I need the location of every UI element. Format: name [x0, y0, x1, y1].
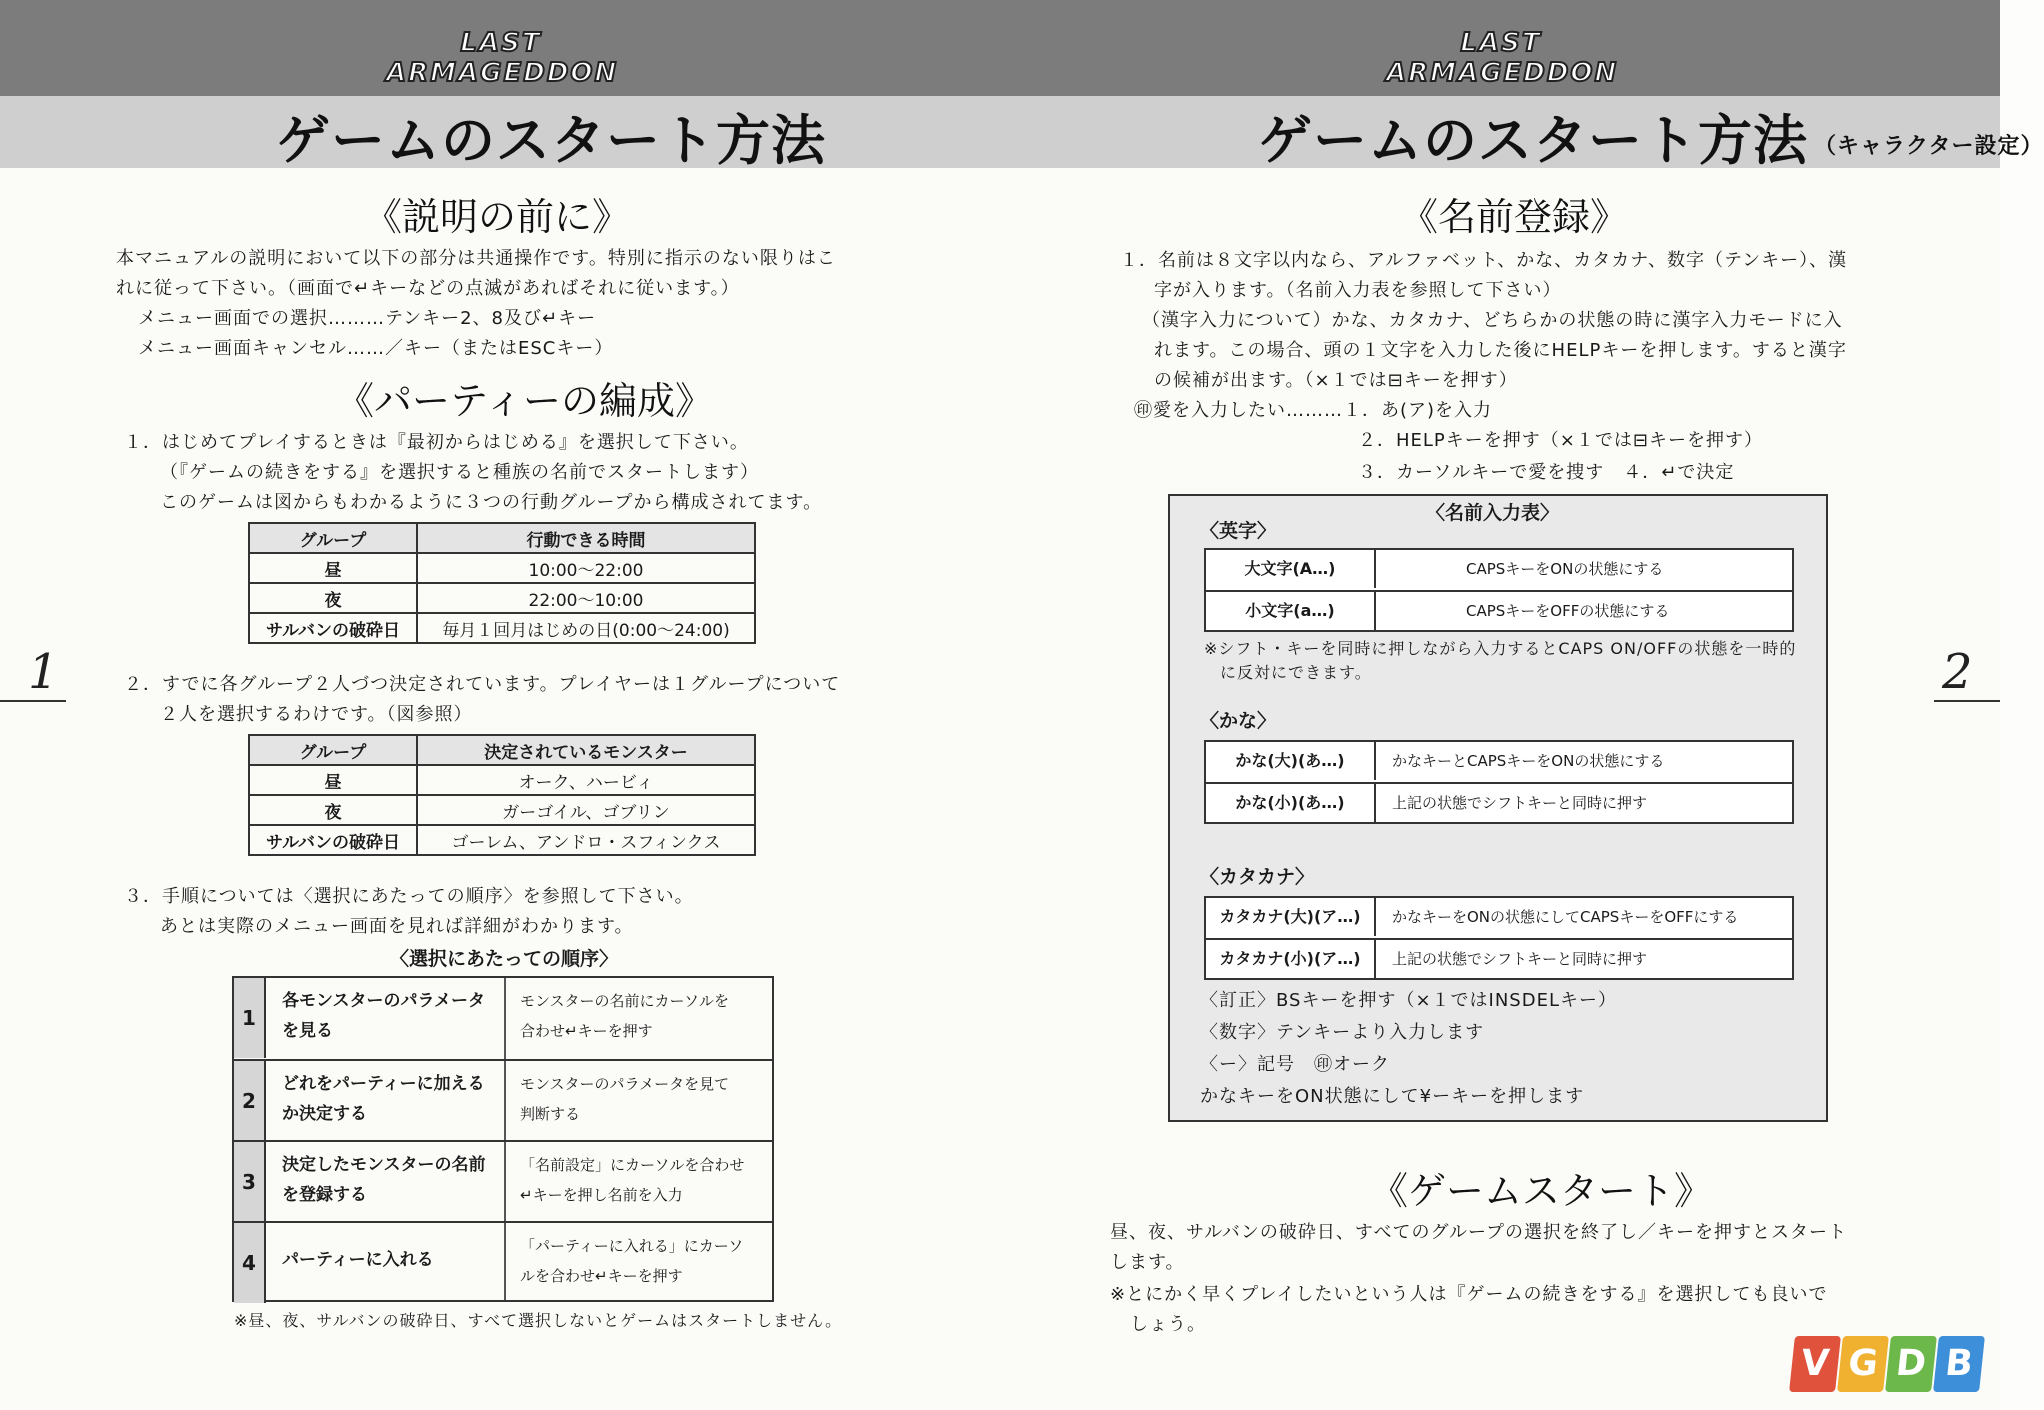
table-row [1206, 590, 1792, 630]
intro-line-4: メニュー画面キャンセル……／キー（またはESCキー） [138, 338, 614, 359]
table-row [249, 825, 755, 855]
game-logo [386, 4, 619, 96]
step-desc-line: ↵キーを押し名前を入力 [520, 1186, 683, 1204]
kana-label: 〈かな〉 [1200, 710, 1277, 732]
table-header: グループ [249, 523, 417, 553]
game-start-line-3: ※とにかく早くプレイしたいという人は『ゲームの続きをする』を選択しても良いで [1110, 1284, 1828, 1305]
step-desc-line: モンスターの名前にカーソルを [520, 992, 729, 1010]
table-cell: CAPSキーをONの状態にする [1466, 560, 1664, 578]
table-cell: かなキーとCAPSキーをONの状態にする [1392, 752, 1665, 770]
table-cell: カタカナ(小)(ア…) [1206, 940, 1376, 978]
table-cell: 夜 [249, 795, 417, 825]
shift-note-line-1: ※シフト・キーを同時に押しながら入力するとCAPS ON/OFFの状態を一時的 [1204, 639, 1797, 658]
number-line: 〈数字〉テンキーより入力します [1200, 1022, 1485, 1043]
table-cell: かなキーをONの状態にしてCAPSキーをOFFにする [1392, 908, 1739, 926]
game-start-line-1: 昼、夜、サルバンの破砕日、すべてのグループの選択を終了し／キーを押すとスタート [1110, 1222, 1848, 1243]
watermark-letter: B [1933, 1336, 1985, 1392]
table-cell: 10:00〜22:00 [417, 553, 755, 583]
step-title-line: 各モンスターのパラメータ [282, 991, 485, 1011]
table-header: 行動できる時間 [417, 523, 755, 553]
step-row [234, 1140, 772, 1220]
page-number-rule [1934, 700, 2000, 702]
watermark-letter: G [1837, 1336, 1889, 1392]
name-line-1: １．名前は８文字以内なら、アルファベット、かな、カタカナ、数字（テンキー）、漢 [1120, 250, 1848, 271]
table-header-row [249, 735, 755, 765]
name-line-2: 字が入ります。（名前入力表を参照して下さい） [1154, 280, 1562, 301]
table-row [1206, 742, 1792, 782]
table-cell: 上記の状態でシフトキーと同時に押す [1392, 794, 1648, 812]
group-monster-table [248, 734, 756, 856]
symbol-instruction-line: かなキーをON状態にして¥ーキーを押します [1200, 1086, 1585, 1107]
page-title [1258, 98, 2044, 175]
game-logo [1386, 4, 1619, 96]
step-number: 3 [234, 1142, 266, 1222]
table-cell: かな(大)(あ…) [1206, 742, 1376, 780]
game-start-line-2: します。 [1110, 1252, 1185, 1273]
table-cell: サルバンの破砕日 [249, 825, 417, 855]
english-table [1204, 548, 1794, 632]
table-cell: 小文字(a…) [1206, 592, 1376, 630]
table-row [249, 553, 755, 583]
step-row [234, 1059, 772, 1139]
table-header: 決定されているモンスター [417, 735, 755, 765]
page-number: 1 [28, 644, 59, 700]
step-title-line: か決定する [282, 1104, 367, 1124]
step-number: 4 [234, 1223, 266, 1303]
name-table-title: 〈名前入力表〉 [1426, 502, 1560, 524]
step-desc-line: モンスターのパラメータを見て [520, 1075, 730, 1093]
step-title [282, 1150, 502, 1210]
step-desc-line: ルを合わせ↵キーを押す [520, 1267, 683, 1285]
step-description [520, 1231, 780, 1291]
party-item3-line-2: あとは実際のメニュー画面を見れば詳細がわかります。 [160, 916, 634, 937]
step-title-line: パーティーに入れる [282, 1250, 434, 1270]
step-title [282, 1069, 502, 1129]
step-title-line: を登録する [282, 1185, 367, 1205]
name-line-7: ２．HELPキーを押す（×１では⊟キーを押す） [1358, 430, 1763, 451]
table-cell: オーク、ハービィ [417, 765, 755, 795]
table-cell: 上記の状態でシフトキーと同時に押す [1392, 950, 1648, 968]
table-cell: カタカナ(大)(ア…) [1206, 898, 1376, 936]
logo-text: LAST ARMAGEDDON [1386, 28, 1619, 88]
name-input-table [1168, 494, 1828, 1122]
katakana-label: 〈カタカナ〉 [1200, 866, 1315, 888]
name-line-3: （漢字入力について）かな、カタカナ、どちらかの状態の時に漢字入力モードに入 [1142, 310, 1843, 331]
party-item3-line-1: ３．手順については〈選択にあたっての順序〉を参照して下さい。 [124, 886, 694, 907]
table-row [249, 583, 755, 613]
page-title-text: ゲームのスタート方法 [1258, 108, 1808, 172]
step-title-line: を見る [282, 1021, 333, 1041]
selection-steps-table [232, 976, 774, 1302]
steps-heading: 〈選択にあたっての順序〉 [390, 948, 619, 970]
table-header: グループ [249, 735, 417, 765]
english-label: 〈英字〉 [1200, 520, 1277, 542]
logo-text: LAST ARMAGEDDON [386, 28, 619, 88]
party-item1-line-1: １．はじめてプレイするときは『最初からはじめる』を選択して下さい。 [124, 432, 749, 453]
page-subtitle: （キャラクター設定） [1814, 133, 2044, 160]
group-time-table [248, 522, 756, 644]
symbol-line: 〈ー〉記号 ㊞オーク [1200, 1054, 1390, 1075]
name-line-6: ㊞愛を入力したい………１．あ(ア)を入力 [1134, 400, 1493, 421]
step-row [234, 1221, 772, 1301]
name-line-5: の候補が出ます。（×１では⊟キーを押す） [1154, 370, 1518, 391]
step-desc-line: 「パーティーに入れる」にカーソ [520, 1237, 744, 1255]
table-cell: 昼 [249, 553, 417, 583]
table-row [249, 613, 755, 643]
table-row [249, 795, 755, 825]
step-description [520, 1069, 780, 1129]
step-title [282, 1245, 502, 1275]
table-cell: 22:00〜10:00 [417, 583, 755, 613]
table-cell: サルバンの破砕日 [249, 613, 417, 643]
party-item1-line-3: このゲームは図からもわかるように３つの行動グループから構成されてます。 [160, 492, 823, 513]
katakana-table [1204, 896, 1794, 980]
intro-line-2: れに従って下さい。（画面で↵キーなどの点滅があればそれに従います。） [116, 278, 740, 299]
step-number: 1 [234, 978, 266, 1058]
table-row [1206, 938, 1792, 978]
watermark-letter: D [1885, 1336, 1937, 1392]
shift-note-line-2: に反対にできます。 [1220, 663, 1372, 682]
name-line-4: れます。この場合、頭の１文字を入力した後にHELPキーを押します。すると漢字 [1154, 340, 1847, 361]
name-registration-heading: 《名前登録》 [1400, 195, 1629, 239]
correction-line: 〈訂正〉BSキーを押す（×１ではINSDELキー） [1200, 990, 1617, 1011]
step-description [520, 1150, 780, 1210]
party-heading: 《パーティーの編成》 [336, 379, 713, 423]
table-cell: 昼 [249, 765, 417, 795]
party-item1-line-2: （『ゲームの続きをする』を選択すると種族の名前でスタートします） [160, 462, 759, 483]
table-cell: CAPSキーをOFFの状態にする [1466, 602, 1670, 620]
game-start-heading: 《ゲームスタート》 [1370, 1169, 1713, 1213]
table-cell: 夜 [249, 583, 417, 613]
table-cell: ガーゴイル、ゴブリン [417, 795, 755, 825]
table-row [1206, 782, 1792, 822]
intro-line-1: 本マニュアルの説明において以下の部分は共通操作です。特別に指示のない限りはこ [116, 248, 836, 269]
page-title: ゲームのスタート方法 [276, 108, 826, 172]
party-item2-line-2: ２人を選択するわけです。（図参照） [160, 704, 473, 725]
table-cell: かな(小)(あ…) [1206, 784, 1376, 822]
table-row [1206, 550, 1792, 590]
table-header-row [249, 523, 755, 553]
intro-line-3: メニュー画面での選択………テンキー2、8及び↵キー [138, 308, 597, 329]
step-title [282, 986, 502, 1046]
intro-heading: 《説明の前に》 [364, 195, 631, 239]
left-page [0, 0, 1002, 1410]
table-row [1206, 898, 1792, 938]
right-page [1002, 0, 2044, 1410]
page-number-rule [0, 700, 66, 702]
step-title-line: 決定したモンスターの名前 [282, 1155, 486, 1175]
page-number: 2 [1942, 644, 1973, 700]
step-title-line: どれをパーティーに加える [282, 1074, 485, 1094]
watermark-letter: V [1789, 1336, 1841, 1392]
table-cell: 毎月１回月はじめの日(0:00〜24:00) [417, 613, 755, 643]
step-desc-line: 判断する [520, 1105, 581, 1123]
table-row [249, 765, 755, 795]
vgdb-watermark [1792, 1336, 1990, 1396]
step-desc-line: 「名前設定」にカーソルを合わせ [520, 1156, 745, 1174]
table-cell: 大文字(A…) [1206, 550, 1376, 588]
step-row [234, 978, 772, 1058]
step-desc-line: 合わせ↵キーを押す [520, 1022, 653, 1040]
table-cell: ゴーレム、アンドロ・スフィンクス [417, 825, 755, 855]
step-number: 2 [234, 1061, 266, 1141]
steps-footnote: ※昼、夜、サルバンの破砕日、すべて選択しないとゲームはスタートしません。 [234, 1311, 843, 1330]
game-start-line-4: しょう。 [1130, 1314, 1206, 1335]
kana-table [1204, 740, 1794, 824]
step-description [520, 986, 780, 1046]
party-item2-line-1: ２．すでに各グループ２人づつ決定されています。プレイヤーは１グループについて [124, 674, 841, 695]
name-line-8: ３．カーソルキーで愛を捜す ４．↵で決定 [1358, 462, 1735, 483]
